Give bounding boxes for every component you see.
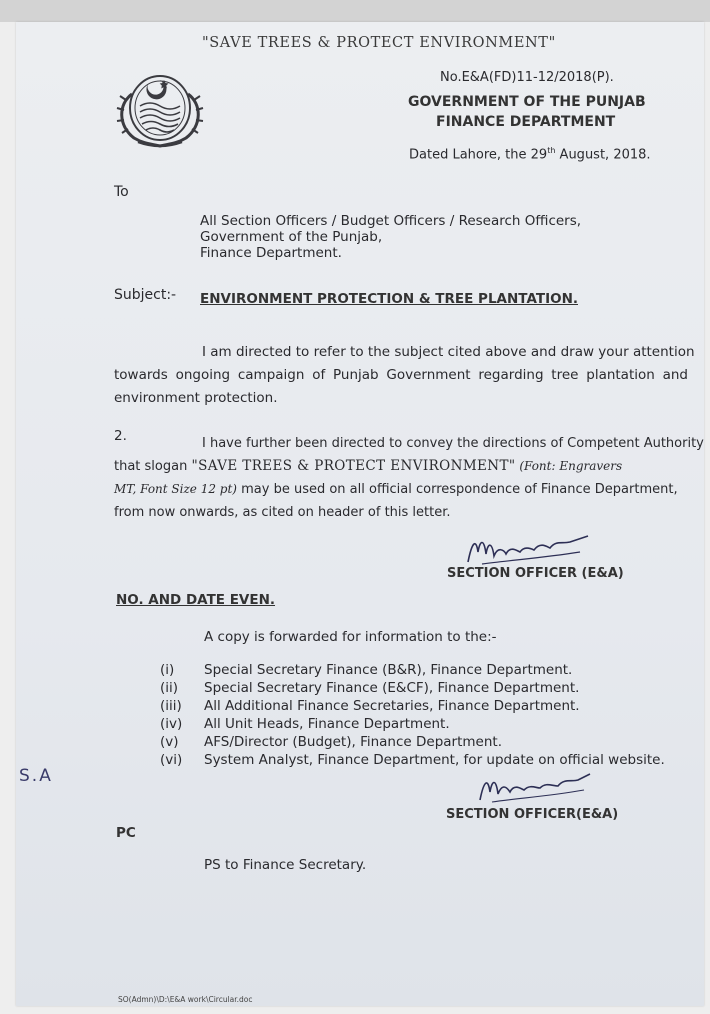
letter-date: Dated Lahore, the 29th August, 2018. [409,146,651,163]
footer-file-path: SO(Admn)\D:\E&A work\Circular.doc [118,995,253,1004]
punjab-emblem-icon [108,64,212,154]
copy-list-number: (v) [160,734,179,750]
signature-icon [474,772,594,806]
paragraph-1 [114,341,695,410]
to-label: To [114,184,129,200]
letter-number: No.E&A(FD)11-12/2018(P). [440,70,614,85]
recipient-line: All Section Officers / Budget Officers / Research Officers, [200,213,582,229]
subject-label: Subject:- [114,287,177,303]
copy-list-item: All Additional Finance Secretaries, Finance Department. [204,698,580,714]
copy-list-number: (ii) [160,680,179,696]
paragraph-line: environment protection. [114,390,278,406]
paragraph-number: 2. [114,428,127,444]
letter-page [16,22,704,1006]
pc-recipient: PS to Finance Secretary. [204,857,367,873]
handwritten-note: S.A [19,766,53,786]
signature-title: SECTION OFFICER (E&A) [447,566,624,581]
copy-list-number: (iii) [160,698,182,714]
inline-slogan: "SAVE TREES & PROTECT ENVIRONMENT" [191,458,516,474]
subject-text: ENVIRONMENT PROTECTION & TREE PLANTATION. [200,291,578,307]
copy-list-item: AFS/Director (Budget), Finance Department. [204,734,502,750]
paragraph-line: towards ongoing campaign of Punjab Government regarding tree plantation and [114,367,688,383]
paragraph-line: that slogan "SAVE TREES & PROTECT ENVIRONMENT" (Font: Engravers [114,458,623,474]
copy-list-number: (vi) [160,752,183,768]
government-heading: GOVERNMENT OF THE PUNJAB [408,94,646,110]
no-and-date-heading: NO. AND DATE EVEN. [116,592,276,608]
copy-intro: A copy is forwarded for information to the:- [204,629,497,645]
copy-list-item: System Analyst, Finance Department, for update on official website. [204,752,665,768]
paragraph-line: I have further been directed to convey the directions of Competent Authority [202,436,704,451]
top-bar [0,0,710,22]
paragraph-line: I am directed to refer to the subject cited above and draw your attention [202,344,695,360]
copy-list-item: Special Secretary Finance (B&R), Finance Department. [204,662,573,678]
signature-title: SECTION OFFICER(E&A) [446,807,619,822]
paragraph-line: MT, Font Size 12 pt) may be used on all official correspondence of Finance Department, [114,482,678,497]
copy-list-item: Special Secretary Finance (E&CF), Finance Department. [204,680,580,696]
paragraph-2 [114,432,704,524]
copy-list-item: All Unit Heads, Finance Department. [204,716,450,732]
copy-list-number: (i) [160,662,175,678]
paragraph-line: from now onwards, as cited on header of this letter. [114,505,451,520]
header-slogan: "SAVE TREES & PROTECT ENVIRONMENT" [202,35,556,51]
signature-icon [462,532,592,570]
recipient-line: Government of the Punjab, [200,229,383,245]
pc-label: PC [116,825,136,841]
department-heading: FINANCE DEPARTMENT [436,114,616,130]
recipient-line: Finance Department. [200,245,342,261]
copy-list-number: (iv) [160,716,183,732]
